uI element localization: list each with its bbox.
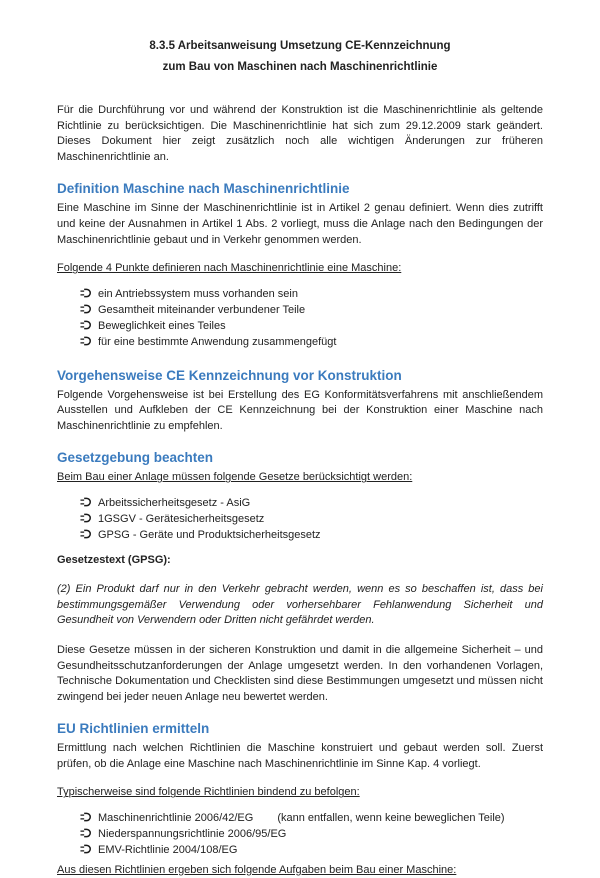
list-item	[80, 827, 543, 843]
list-item	[80, 303, 543, 319]
law-text-label: Gesetzestext (GPSG):	[57, 553, 171, 566]
arrow-bullet-icon	[80, 336, 92, 351]
list-item-label: Beweglichkeit eines Teiles	[98, 320, 226, 333]
arrow-bullet-icon	[80, 320, 92, 335]
section-heading-definition: Definition Maschine nach Maschinenrichtlinie	[57, 181, 350, 197]
list-item	[80, 287, 543, 303]
list-item-label: ein Antriebssystem muss vorhanden sein	[98, 287, 298, 300]
list-item-label: Maschinenrichtlinie 2006/42/EG	[98, 812, 254, 825]
list-item-label: Niederspannungsrichtlinie 2006/95/EG	[98, 828, 287, 841]
section-heading-eu-richtlinien: EU Richtlinien ermitteln	[57, 721, 210, 737]
arrow-bullet-icon	[80, 844, 92, 859]
eu-richtlinien-list-lead: Typischerweise sind folgende Richtlinien bindend zu befolgen:	[57, 786, 360, 799]
list-item-note: (kann entfallen, wenn keine beweglichen Teile)	[277, 812, 505, 825]
list-item-label: GPSG - Geräte und Produktsicherheitsgesetz	[98, 529, 321, 542]
list-item	[80, 319, 543, 335]
list-item	[80, 528, 543, 544]
arrow-bullet-icon	[80, 288, 92, 303]
list-item	[80, 811, 543, 827]
definition-bullet-list	[57, 287, 543, 352]
document-title-line-1: 8.3.5 Arbeitsanweisung Umsetzung CE-Kennzeichnung	[149, 40, 451, 52]
definition-list-lead: Folgende 4 Punkte definieren nach Maschinenrichtlinie eine Maschine:	[57, 262, 402, 275]
list-item	[80, 335, 543, 351]
arrow-bullet-icon	[80, 529, 92, 544]
list-item-label: für eine bestimmte Anwendung zusammengefügt	[98, 336, 337, 349]
arrow-bullet-icon	[80, 513, 92, 528]
eu-richtlinien-closing: Aus diesen Richtlinien ergeben sich folgende Aufgaben beim Bau einer Maschine:	[57, 863, 457, 876]
gesetzgebung-bullet-list	[57, 496, 543, 545]
eu-richtlinien-paragraph: Ermittlung nach welchen Richtlinien die Maschine konstruiert und gebaut werden soll. Zuerst prüfen, ob die Anlage eine Maschine nach Maschinenrichtlinie im Sinne Kap. 4 vorliegt.	[57, 742, 543, 770]
document-title	[57, 28, 543, 78]
arrow-bullet-icon	[80, 497, 92, 512]
list-item-label: 1GSGV - Gerätesicherheitsgesetz	[98, 513, 265, 526]
section-heading-vorgehensweise: Vorgehensweise CE Kennzeichnung vor Konstruktion	[57, 367, 402, 383]
arrow-bullet-icon	[80, 304, 92, 319]
list-item	[80, 512, 543, 528]
gesetzgebung-list-lead: Beim Bau einer Anlage müssen folgende Gesetze berücksichtigt werden:	[57, 471, 413, 484]
vorgehensweise-paragraph: Folgende Vorgehensweise ist bei Erstellung des EG Konformitätsverfahrens mit anschließendem Ausstellen und Aufkleben der CE Kennzeichnung bei der Konstruktion einer Maschine nach Maschinenrichtlinie zu empfehlen.	[57, 388, 543, 432]
arrow-bullet-icon	[80, 812, 92, 827]
list-item-label: EMV-Richtlinie 2004/108/EG	[98, 844, 238, 857]
eu-richtlinien-bullet-list	[57, 811, 543, 860]
list-item-label: Arbeitssicherheitsgesetz - AsiG	[98, 496, 251, 509]
section-heading-gesetzgebung: Gesetzgebung beachten	[57, 450, 214, 466]
arrow-bullet-icon	[80, 828, 92, 843]
intro-paragraph: Für die Durchführung vor und während der Konstruktion ist die Maschinenrichtlinie als geltende Richtlinie zu berücksichtigen. Die Maschinenrichtlinie hat sich zum 29.12.2009 stark geändert. Dieses Dokument hier zeigt zusätzlich noch alle wichtigen Änderungen zur früheren Maschinenrichtlinie an.	[57, 104, 543, 163]
list-item	[80, 496, 543, 512]
list-item	[80, 843, 543, 859]
list-item-label: Gesamtheit miteinander verbundener Teile	[98, 303, 306, 316]
law-quote-paragraph: (2) Ein Produkt darf nur in den Verkehr gebracht werden, wenn es so beschaffen ist, dass bei bestimmungsgemäßer Verwendung oder vorhersehbarer Fehlanwendung Sicherheit und Gesundheit von Verwendern oder Dritten nicht gefährdet werden.	[57, 583, 543, 627]
gesetzgebung-paragraph: Diese Gesetze müssen in der sicheren Konstruktion und damit in die allgemeine Sicherheit – und Gesundheitsschutzanforderungen der Anlage umgesetzt werden. In den vorhandenen Vorlagen, Technische Dokumentation und Checklisten sind diese Bestimmungen umgesetzt und müssen nicht zwingend bei jeder neuen Anlage neu bewertet werden.	[57, 643, 543, 703]
definition-paragraph: Eine Maschine im Sinne der Maschinenrichtlinie ist in Artikel 2 genau definiert. Wenn dies zutrifft und keine der Ausnahmen in Artikel 1 Abs. 2 vorliegt, muss die Anlage nach den Bedingungen der Maschinenrichtlinie gebaut und in Verkehr genommen werden.	[57, 202, 543, 246]
document-title-line-2: zum Bau von Maschinen nach Maschinenrichtlinie	[162, 61, 438, 73]
